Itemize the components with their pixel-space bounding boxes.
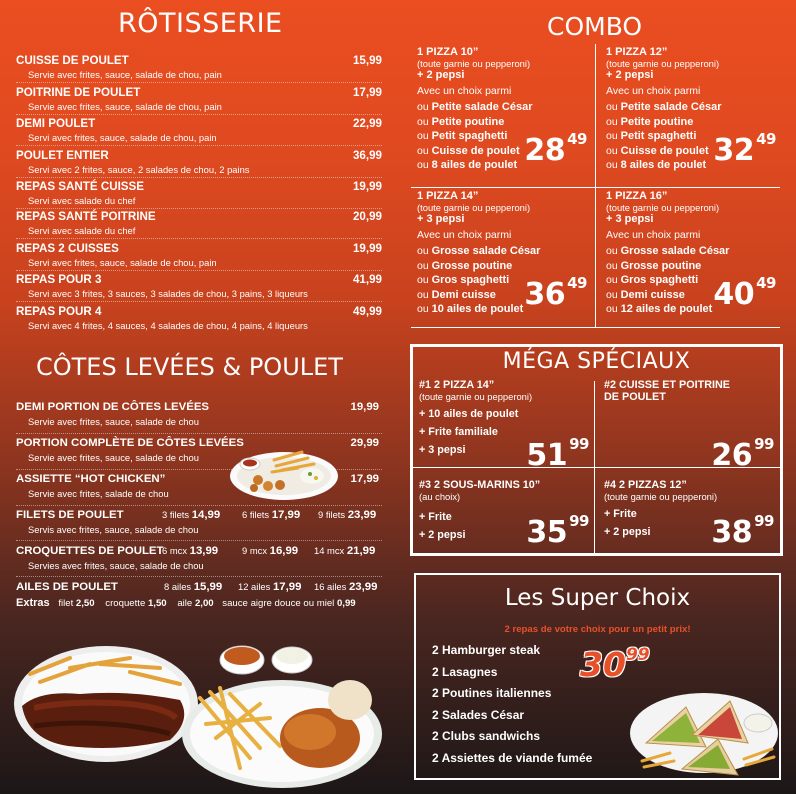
choice-ou: ou xyxy=(606,274,618,286)
combo-subtitle: (toute garnie ou pepperoni) xyxy=(606,58,720,69)
item-price: 19,99 xyxy=(350,401,379,413)
choice-label: Petite salade César xyxy=(431,101,533,113)
mega-special-3: #3 2 SOUS-MARINS 10” (au choix) + Frite + 2 pepsi 35 $^{99}$ xyxy=(419,479,589,550)
menu-item-rotisserie xyxy=(16,273,382,299)
super-choix-price: $30^{99}$ xyxy=(580,645,650,684)
item-name: REPAS SANTÉ POITRINE xyxy=(16,210,156,223)
item-price: 36,99 xyxy=(352,149,382,162)
option-3-filets: 3 filets 14,99 xyxy=(162,509,221,521)
combo-choice xyxy=(606,100,778,115)
price-dollars: 28 xyxy=(524,133,566,168)
mega-title: MÉGA SPÉCIAUX xyxy=(502,349,691,374)
item-price: 17,99 xyxy=(350,473,379,485)
mega-special-2: #2 CUISSE ET POITRINE DE POULET 26 $^{99}$ xyxy=(604,379,774,473)
combo-cell-4 xyxy=(600,188,784,330)
choice-ou: ou xyxy=(606,130,618,142)
item-description: Servie avec frites, sauce, salade de chou, pain xyxy=(28,69,222,80)
item-description: Servi avec 3 frites, 3 sauces, 3 salades de chou, 3 pains, 3 liqueurs xyxy=(28,288,308,299)
choice-ou: ou xyxy=(417,144,429,157)
ribs-chicken-plates-image xyxy=(10,628,390,790)
super-choix-title: Les Super Choix xyxy=(504,585,691,611)
item-price: 29,99 xyxy=(350,437,379,449)
menu-item-rotisserie xyxy=(16,149,382,175)
combo-cell-1 xyxy=(411,44,595,186)
item-description: Servi avec frites, sauce, salade de chou, pain xyxy=(28,257,217,268)
combo-choice xyxy=(606,259,778,274)
combo-choice xyxy=(417,244,589,259)
item-name: REPAS 2 CUISSES xyxy=(16,242,119,255)
mega-speciaux-box xyxy=(410,344,783,556)
item-description: Servie avec frites, sauce, salade de chou xyxy=(28,416,199,427)
item-description: Servie avec frites, sauce, salade de chou xyxy=(28,452,199,463)
combo-price xyxy=(713,274,776,312)
divider xyxy=(16,177,382,178)
choice-label: Grosse poutine xyxy=(620,259,702,272)
combo-cell-3 xyxy=(411,188,595,330)
club-sandwich-image xyxy=(626,683,780,779)
item-price: 41,99 xyxy=(352,273,382,286)
choice-label: Grosse poutine xyxy=(431,259,513,272)
combo-cell-2 xyxy=(600,44,784,186)
cotes-title: CÔTES LEVÉES & POULET xyxy=(36,353,343,381)
choice-ou: ou xyxy=(417,259,429,272)
choice-label: Demi cuisse xyxy=(620,288,685,301)
menu-item-filets: FILETS DE POULET Servis avec frites, sauce, salade de chou 3 filets 14,99 6 filets 17,99 9 filets 23,99 xyxy=(16,509,377,535)
divider xyxy=(16,540,382,541)
item-price: 49,99 xyxy=(352,305,382,318)
combo-subtitle: (toute garnie ou pepperoni) xyxy=(417,58,531,69)
choice-label: Petite salade César xyxy=(620,101,722,113)
item-name: POITRINE DE POULET xyxy=(16,86,141,99)
choice-ou: ou xyxy=(606,101,618,113)
item-name: REPAS POUR 3 xyxy=(16,273,102,286)
choice-ou: ou xyxy=(417,288,429,301)
item-description: Servi avec 2 frites, sauce, 2 salades de chou, 2 pains xyxy=(28,164,250,175)
combo-grid xyxy=(411,44,780,328)
item-name: CUISSE DE POULET xyxy=(16,54,129,67)
choice-ou: ou xyxy=(417,303,429,315)
combo-title: 1 PIZZA 10” xyxy=(417,46,479,58)
combo-subtitle: (toute garnie ou pepperoni) xyxy=(417,202,531,213)
divider xyxy=(16,505,382,506)
choice-label: Cuisse de poulet xyxy=(431,144,520,157)
option-9-filets: 9 filets 23,99 xyxy=(318,509,377,521)
menu-item-rotisserie xyxy=(16,117,382,143)
item-description: Servi avec 4 frites, 4 sauces, 4 salades de chou, 4 pains, 4 liqueurs xyxy=(28,320,308,331)
item-name: PORTION COMPLÈTE DE CÔTES LEVÉES xyxy=(16,437,244,449)
combo-price xyxy=(524,130,587,168)
super-choix-item: 2 Clubs sandwichs xyxy=(432,729,541,743)
option-6-filets: 6 filets 17,99 xyxy=(242,509,301,521)
combo-price xyxy=(713,130,776,168)
combo-choice xyxy=(606,115,778,130)
combo-pepsi: + 2 pepsi xyxy=(606,69,654,81)
menu-item-croquettes: CROQUETTES DE POULET Servies avec frites, sauce, salade de chou 6 mcx 13,99 9 mcx 16,99 14 mcx 21,99 xyxy=(16,545,376,571)
choice-label: Grosse salade César xyxy=(620,245,730,257)
option-9-mcx: 9 mcx 16,99 xyxy=(242,545,299,557)
choice-ou: ou xyxy=(417,115,429,128)
combo-choice xyxy=(417,100,589,115)
price-dollars: 32 xyxy=(713,133,755,168)
combo-title: 1 PIZZA 12” xyxy=(606,46,668,58)
divider xyxy=(16,145,382,146)
super-choix-item: 2 Lasagnes xyxy=(432,664,498,679)
choice-ou: ou xyxy=(417,130,429,142)
item-price: 19,99 xyxy=(352,242,382,255)
menu-item-rotisserie xyxy=(16,210,382,236)
hot-chicken-plate-image xyxy=(228,440,340,502)
option-14-mcx: 14 mcx 21,99 xyxy=(314,545,376,557)
price-cents: 49 xyxy=(567,130,587,148)
combo-title: 1 PIZZA 14” xyxy=(417,190,479,202)
choice-ou: ou xyxy=(417,274,429,286)
divider xyxy=(16,114,382,115)
menu-item-ailes: AILES DE POULET 8 ailes 15,99 12 ailes 17,99 16 ailes 23,99 xyxy=(16,581,378,593)
combo-avec: Avec un choix parmi xyxy=(606,229,701,241)
item-description: Servie avec frites, sauce, salade de chou, pain xyxy=(28,101,222,112)
menu-item-rotisserie xyxy=(16,242,382,268)
item-price: 19,99 xyxy=(352,180,382,193)
item-description: Servi avec frites, sauce, salade de chou, pain xyxy=(28,132,217,143)
choice-ou: ou xyxy=(606,288,618,301)
item-name: REPAS SANTÉ CUISSE xyxy=(16,180,144,193)
super-choix-item: 2 Hamburger steak xyxy=(432,643,541,657)
menu-item-rotisserie xyxy=(16,86,382,112)
choice-label: 10 ailes de poulet xyxy=(431,303,524,315)
choice-ou: ou xyxy=(606,259,618,272)
divider xyxy=(16,301,382,302)
super-choix-box xyxy=(414,573,781,780)
option-12-ailes: 12 ailes 17,99 xyxy=(238,581,302,593)
divider xyxy=(16,576,382,577)
choice-ou: ou xyxy=(417,245,429,257)
combo-pepsi: + 3 pepsi xyxy=(417,213,465,225)
choice-ou: ou xyxy=(606,159,618,171)
choice-ou: ou xyxy=(606,245,618,257)
choice-label: 12 ailes de poulet xyxy=(620,303,713,315)
item-description: Servi avec salade du chef xyxy=(28,195,136,206)
item-price: 20,99 xyxy=(352,210,382,223)
mega-special-1: #1 2 PIZZA 14” (toute garnie ou pepperoni) + 10 ailes de poulet + Frite familiale + 3 pepsi 51 $^{99}$ xyxy=(419,379,589,473)
divider xyxy=(16,433,382,434)
choice-label: Petit spaghetti xyxy=(431,130,508,142)
choice-ou: ou xyxy=(606,303,618,315)
combo-subtitle: (toute garnie ou pepperoni) xyxy=(606,202,720,213)
item-price: 22,99 xyxy=(352,117,382,130)
super-choix-subtitle: 2 repas de votre choix pour un petit prix! xyxy=(504,624,691,635)
price-dollars: 36 xyxy=(524,277,566,312)
super-choix-item: 2 Salades César xyxy=(432,707,525,722)
menu-item-rotisserie xyxy=(16,180,382,206)
item-name: ASSIETTE “HOT CHICKEN” xyxy=(16,473,166,485)
combo-title: COMBO xyxy=(547,12,643,41)
item-name: DEMI PORTION DE CÔTES LEVÉES xyxy=(16,401,210,413)
combo-pepsi: + 2 pepsi xyxy=(417,69,465,81)
item-name: POULET ENTIER xyxy=(16,149,109,162)
item-price: 17,99 xyxy=(352,86,382,99)
combo-price xyxy=(524,274,587,312)
item-name: DEMI POULET xyxy=(16,117,96,130)
choice-ou: ou xyxy=(417,101,429,113)
option-16-ailes: 16 ailes 23,99 xyxy=(314,581,378,593)
item-description: Servi avec salade du chef xyxy=(28,225,136,236)
divider xyxy=(16,238,382,239)
choice-ou: ou xyxy=(417,159,429,171)
super-choix-item: 2 Assiettes de viande fumée xyxy=(432,750,593,765)
choice-label: Demi cuisse xyxy=(431,288,496,301)
choice-label: Grosse salade César xyxy=(431,245,541,257)
combo-pepsi: + 3 pepsi xyxy=(606,213,654,225)
combo-choice xyxy=(417,259,589,274)
rotisserie-title: RÔTISSERIE xyxy=(118,8,283,39)
menu-item-rotisserie xyxy=(16,54,382,80)
divider xyxy=(16,82,382,83)
divider xyxy=(16,208,382,209)
choice-ou: ou xyxy=(606,144,618,157)
choice-label: Petite poutine xyxy=(620,115,694,128)
combo-title: 1 PIZZA 16” xyxy=(606,190,668,202)
combo-avec: Avec un choix parmi xyxy=(417,229,512,241)
choice-label: Gros spaghetti xyxy=(431,274,510,286)
combo-avec: Avec un choix parmi xyxy=(417,85,512,97)
choice-label: 8 ailes de poulet xyxy=(431,159,518,171)
price-dollars: 40 xyxy=(713,277,755,312)
choice-label: Petit spaghetti xyxy=(620,130,697,142)
combo-choice xyxy=(417,115,589,130)
item-description: Servie avec frites, salade de chou xyxy=(28,488,169,499)
choice-label: 8 ailes de poulet xyxy=(620,159,707,171)
extras-row: Extras filet 2,50 croquette 1,50 aile 2,00 sauce aigre douce ou miel 0,99 xyxy=(16,597,356,609)
price-cents: 49 xyxy=(756,130,776,148)
item-price: 15,99 xyxy=(352,54,382,67)
super-choix-item: 2 Poutines italiennes xyxy=(432,686,552,700)
combo-choice xyxy=(606,244,778,259)
choice-label: Gros spaghetti xyxy=(620,274,699,286)
item-name: REPAS POUR 4 xyxy=(16,305,102,318)
choice-label: Cuisse de poulet xyxy=(620,144,709,157)
mega-special-4: #4 2 PIZZAS 12” (toute garnie ou pepperoni) + Frite + 2 pepsi 38 $^{99}$ xyxy=(604,479,774,550)
choice-ou: ou xyxy=(606,115,618,128)
divider xyxy=(16,270,382,271)
price-cents: 49 xyxy=(567,274,587,292)
choice-label: Petite poutine xyxy=(431,115,505,128)
combo-avec: Avec un choix parmi xyxy=(606,85,701,97)
price-cents: 49 xyxy=(756,274,776,292)
option-8-ailes: 8 ailes 15,99 xyxy=(164,581,223,593)
menu-item-rotisserie xyxy=(16,305,382,331)
menu-item-cotes xyxy=(16,401,379,427)
option-6-mcx: 6 mcx 13,99 xyxy=(162,545,219,557)
